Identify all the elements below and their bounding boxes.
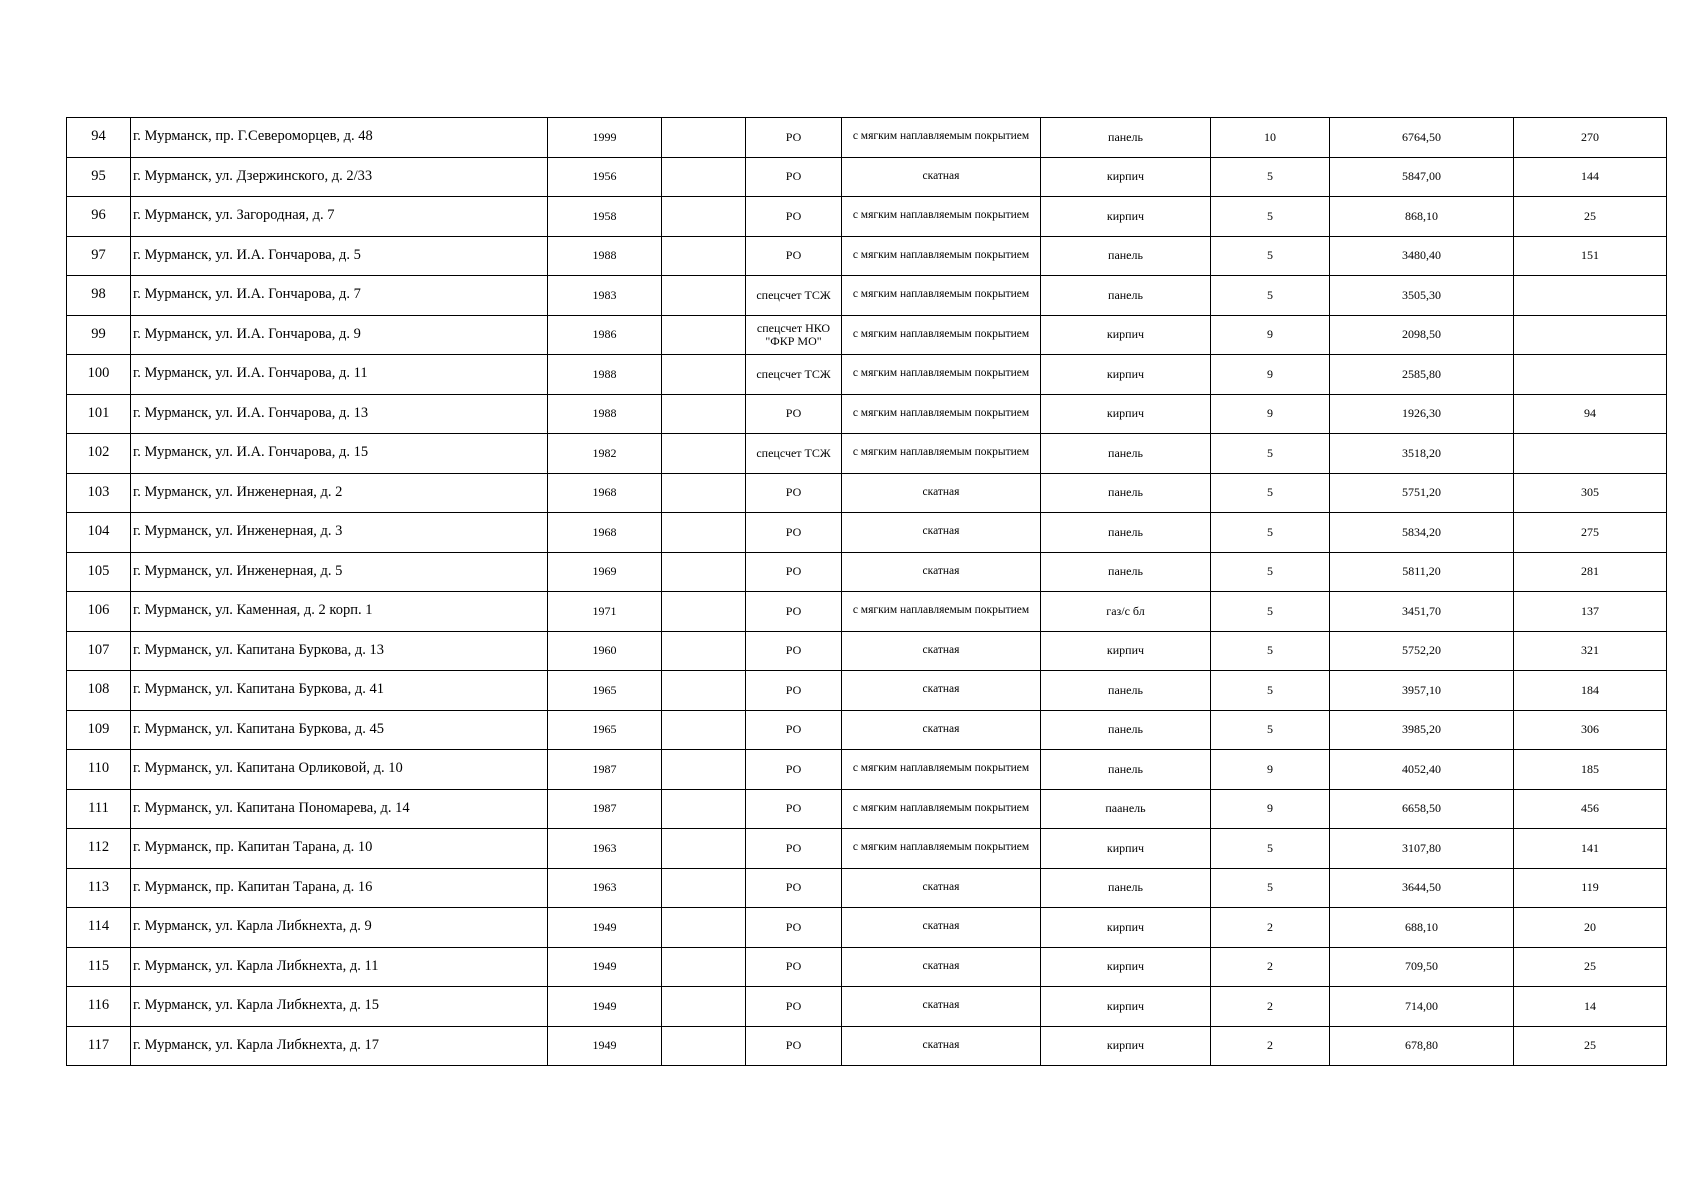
address-cell: г. Мурманск, ул. И.А. Гончарова, д. 11	[131, 355, 548, 395]
roof-type-cell: с мягким наплавляемым покрытием	[842, 434, 1041, 474]
floors-cell: 5	[1211, 552, 1330, 592]
empty-cell	[662, 552, 746, 592]
roof-type-cell: с мягким наплавляемым покрытием	[842, 118, 1041, 158]
empty-cell	[662, 355, 746, 395]
wall-material-cell: панель	[1041, 868, 1211, 908]
table-row	[67, 908, 1667, 948]
row-number: 108	[67, 671, 131, 711]
wall-material-cell: кирпич	[1041, 315, 1211, 355]
floors-cell: 2	[1211, 947, 1330, 987]
table-row	[67, 197, 1667, 237]
wall-material-cell: панель	[1041, 434, 1211, 474]
area-cell: 868,10	[1330, 197, 1514, 237]
address-cell: г. Мурманск, ул. И.А. Гончарова, д. 7	[131, 276, 548, 316]
year-cell: 1965	[548, 710, 662, 750]
address-cell: г. Мурманск, ул. Карла Либкнехта, д. 11	[131, 947, 548, 987]
year-cell: 1958	[548, 197, 662, 237]
residents-cell: 270	[1514, 118, 1667, 158]
fund-cell: РО	[746, 671, 842, 711]
year-cell: 1968	[548, 473, 662, 513]
empty-cell	[662, 1026, 746, 1066]
residents-cell: 321	[1514, 631, 1667, 671]
empty-cell	[662, 315, 746, 355]
wall-material-cell: кирпич	[1041, 908, 1211, 948]
residents-cell: 25	[1514, 197, 1667, 237]
floors-cell: 5	[1211, 157, 1330, 197]
roof-type-cell: скатная	[842, 987, 1041, 1027]
row-number: 116	[67, 987, 131, 1027]
address-cell: г. Мурманск, ул. Каменная, д. 2 корп. 1	[131, 592, 548, 632]
address-cell: г. Мурманск, ул. Капитана Буркова, д. 45	[131, 710, 548, 750]
area-cell: 688,10	[1330, 908, 1514, 948]
address-cell: г. Мурманск, пр. Капитан Тарана, д. 10	[131, 829, 548, 869]
row-number: 97	[67, 236, 131, 276]
empty-cell	[662, 710, 746, 750]
table-row	[67, 355, 1667, 395]
row-number: 114	[67, 908, 131, 948]
year-cell: 1969	[548, 552, 662, 592]
roof-type-cell: с мягким наплавляемым покрытием	[842, 315, 1041, 355]
fund-cell: РО	[746, 908, 842, 948]
floors-cell: 5	[1211, 829, 1330, 869]
row-number: 98	[67, 276, 131, 316]
empty-cell	[662, 789, 746, 829]
row-number: 95	[67, 157, 131, 197]
residents-cell: 305	[1514, 473, 1667, 513]
residents-cell: 185	[1514, 750, 1667, 790]
floors-cell: 9	[1211, 315, 1330, 355]
empty-cell	[662, 868, 746, 908]
residents-cell: 456	[1514, 789, 1667, 829]
table-row	[67, 473, 1667, 513]
residents-cell: 151	[1514, 236, 1667, 276]
row-number: 94	[67, 118, 131, 158]
empty-cell	[662, 236, 746, 276]
housing-registry-table	[66, 117, 1667, 1066]
table-row	[67, 592, 1667, 632]
empty-cell	[662, 592, 746, 632]
wall-material-cell: газ/с бл	[1041, 592, 1211, 632]
residents-cell: 14	[1514, 987, 1667, 1027]
row-number: 107	[67, 631, 131, 671]
fund-cell: РО	[746, 987, 842, 1027]
year-cell: 1983	[548, 276, 662, 316]
residents-cell	[1514, 434, 1667, 474]
area-cell: 5751,20	[1330, 473, 1514, 513]
wall-material-cell: кирпич	[1041, 631, 1211, 671]
area-cell: 5847,00	[1330, 157, 1514, 197]
floors-cell: 5	[1211, 236, 1330, 276]
year-cell: 1982	[548, 434, 662, 474]
floors-cell: 5	[1211, 513, 1330, 553]
empty-cell	[662, 829, 746, 869]
table-row	[67, 750, 1667, 790]
area-cell: 3644,50	[1330, 868, 1514, 908]
year-cell: 1956	[548, 157, 662, 197]
floors-cell: 5	[1211, 671, 1330, 711]
row-number: 102	[67, 434, 131, 474]
empty-cell	[662, 394, 746, 434]
address-cell: г. Мурманск, ул. Инженерная, д. 2	[131, 473, 548, 513]
fund-cell: РО	[746, 868, 842, 908]
fund-cell: РО	[746, 197, 842, 237]
year-cell: 1988	[548, 355, 662, 395]
floors-cell: 5	[1211, 631, 1330, 671]
address-cell: г. Мурманск, ул. Инженерная, д. 5	[131, 552, 548, 592]
row-number: 103	[67, 473, 131, 513]
fund-cell: спецсчет ТСЖ	[746, 276, 842, 316]
row-number: 96	[67, 197, 131, 237]
wall-material-cell: панель	[1041, 236, 1211, 276]
residents-cell: 25	[1514, 947, 1667, 987]
year-cell: 1971	[548, 592, 662, 632]
table-row	[67, 631, 1667, 671]
table-row	[67, 789, 1667, 829]
year-cell: 1988	[548, 394, 662, 434]
fund-cell: РО	[746, 829, 842, 869]
year-cell: 1963	[548, 868, 662, 908]
area-cell: 678,80	[1330, 1026, 1514, 1066]
table-row	[67, 315, 1667, 355]
floors-cell: 5	[1211, 434, 1330, 474]
floors-cell: 2	[1211, 908, 1330, 948]
wall-material-cell: кирпич	[1041, 355, 1211, 395]
fund-cell: спецсчет НКО "ФКР МО"	[746, 315, 842, 355]
floors-cell: 5	[1211, 276, 1330, 316]
area-cell: 5752,20	[1330, 631, 1514, 671]
table-row	[67, 868, 1667, 908]
area-cell: 3451,70	[1330, 592, 1514, 632]
residents-cell: 119	[1514, 868, 1667, 908]
floors-cell: 9	[1211, 789, 1330, 829]
empty-cell	[662, 118, 746, 158]
empty-cell	[662, 434, 746, 474]
row-number: 111	[67, 789, 131, 829]
address-cell: г. Мурманск, ул. Карла Либкнехта, д. 9	[131, 908, 548, 948]
residents-cell: 281	[1514, 552, 1667, 592]
roof-type-cell: скатная	[842, 631, 1041, 671]
residents-cell: 144	[1514, 157, 1667, 197]
floors-cell: 5	[1211, 710, 1330, 750]
address-cell: г. Мурманск, ул. И.А. Гончарова, д. 13	[131, 394, 548, 434]
row-number: 106	[67, 592, 131, 632]
table-row	[67, 157, 1667, 197]
table-row	[67, 987, 1667, 1027]
area-cell: 2098,50	[1330, 315, 1514, 355]
address-cell: г. Мурманск, ул. Инженерная, д. 3	[131, 513, 548, 553]
residents-cell: 94	[1514, 394, 1667, 434]
area-cell: 3505,30	[1330, 276, 1514, 316]
area-cell: 6764,50	[1330, 118, 1514, 158]
address-cell: г. Мурманск, ул. Капитана Пономарева, д. 14	[131, 789, 548, 829]
empty-cell	[662, 157, 746, 197]
residents-cell: 137	[1514, 592, 1667, 632]
floors-cell: 9	[1211, 355, 1330, 395]
table-row	[67, 513, 1667, 553]
address-cell: г. Мурманск, ул. Капитана Орликовой, д. 10	[131, 750, 548, 790]
row-number: 113	[67, 868, 131, 908]
wall-material-cell: кирпич	[1041, 197, 1211, 237]
fund-cell: РО	[746, 789, 842, 829]
wall-material-cell: панель	[1041, 513, 1211, 553]
empty-cell	[662, 276, 746, 316]
empty-cell	[662, 947, 746, 987]
fund-cell: спецсчет ТСЖ	[746, 434, 842, 474]
year-cell: 1968	[548, 513, 662, 553]
roof-type-cell: скатная	[842, 157, 1041, 197]
roof-type-cell: скатная	[842, 868, 1041, 908]
fund-cell: РО	[746, 631, 842, 671]
residents-cell	[1514, 315, 1667, 355]
roof-type-cell: с мягким наплавляемым покрытием	[842, 750, 1041, 790]
roof-type-cell: с мягким наплавляемым покрытием	[842, 789, 1041, 829]
floors-cell: 5	[1211, 197, 1330, 237]
roof-type-cell: скатная	[842, 1026, 1041, 1066]
year-cell: 1987	[548, 789, 662, 829]
address-cell: г. Мурманск, пр. Г.Североморцев, д. 48	[131, 118, 548, 158]
area-cell: 3518,20	[1330, 434, 1514, 474]
empty-cell	[662, 671, 746, 711]
roof-type-cell: скатная	[842, 947, 1041, 987]
wall-material-cell: кирпич	[1041, 829, 1211, 869]
table-row	[67, 671, 1667, 711]
year-cell: 1963	[548, 829, 662, 869]
wall-material-cell: панель	[1041, 750, 1211, 790]
row-number: 99	[67, 315, 131, 355]
fund-cell: РО	[746, 157, 842, 197]
year-cell: 1986	[548, 315, 662, 355]
row-number: 100	[67, 355, 131, 395]
row-number: 112	[67, 829, 131, 869]
wall-material-cell: кирпич	[1041, 947, 1211, 987]
row-number: 105	[67, 552, 131, 592]
area-cell: 6658,50	[1330, 789, 1514, 829]
residents-cell: 25	[1514, 1026, 1667, 1066]
area-cell: 3480,40	[1330, 236, 1514, 276]
wall-material-cell: панель	[1041, 276, 1211, 316]
table-row	[67, 552, 1667, 592]
year-cell: 1988	[548, 236, 662, 276]
fund-cell: РО	[746, 394, 842, 434]
table-row	[67, 276, 1667, 316]
address-cell: г. Мурманск, ул. И.А. Гончарова, д. 15	[131, 434, 548, 474]
wall-material-cell: панель	[1041, 671, 1211, 711]
residents-cell: 20	[1514, 908, 1667, 948]
address-cell: г. Мурманск, ул. Капитана Буркова, д. 41	[131, 671, 548, 711]
empty-cell	[662, 513, 746, 553]
roof-type-cell: скатная	[842, 473, 1041, 513]
area-cell: 3957,10	[1330, 671, 1514, 711]
row-number: 104	[67, 513, 131, 553]
wall-material-cell: кирпич	[1041, 1026, 1211, 1066]
fund-cell: РО	[746, 710, 842, 750]
residents-cell: 275	[1514, 513, 1667, 553]
fund-cell: РО	[746, 552, 842, 592]
roof-type-cell: с мягким наплавляемым покрытием	[842, 829, 1041, 869]
floors-cell: 9	[1211, 750, 1330, 790]
area-cell: 1926,30	[1330, 394, 1514, 434]
address-cell: г. Мурманск, ул. И.А. Гончарова, д. 5	[131, 236, 548, 276]
year-cell: 1949	[548, 987, 662, 1027]
address-cell: г. Мурманск, ул. Загородная, д. 7	[131, 197, 548, 237]
table-row	[67, 118, 1667, 158]
address-cell: г. Мурманск, ул. И.А. Гончарова, д. 9	[131, 315, 548, 355]
wall-material-cell: панель	[1041, 473, 1211, 513]
roof-type-cell: с мягким наплавляемым покрытием	[842, 276, 1041, 316]
floors-cell: 2	[1211, 1026, 1330, 1066]
fund-cell: РО	[746, 513, 842, 553]
roof-type-cell: скатная	[842, 710, 1041, 750]
roof-type-cell: скатная	[842, 552, 1041, 592]
row-number: 101	[67, 394, 131, 434]
row-number: 109	[67, 710, 131, 750]
wall-material-cell: паанель	[1041, 789, 1211, 829]
row-number: 110	[67, 750, 131, 790]
table-row	[67, 1026, 1667, 1066]
year-cell: 1949	[548, 1026, 662, 1066]
residents-cell	[1514, 276, 1667, 316]
roof-type-cell: с мягким наплавляемым покрытием	[842, 236, 1041, 276]
year-cell: 1999	[548, 118, 662, 158]
roof-type-cell: скатная	[842, 908, 1041, 948]
empty-cell	[662, 987, 746, 1027]
wall-material-cell: кирпич	[1041, 157, 1211, 197]
residents-cell	[1514, 355, 1667, 395]
address-cell: г. Мурманск, ул. Карла Либкнехта, д. 17	[131, 1026, 548, 1066]
empty-cell	[662, 473, 746, 513]
year-cell: 1965	[548, 671, 662, 711]
roof-type-cell: с мягким наплавляемым покрытием	[842, 355, 1041, 395]
roof-type-cell: скатная	[842, 671, 1041, 711]
residents-cell: 184	[1514, 671, 1667, 711]
year-cell: 1949	[548, 908, 662, 948]
empty-cell	[662, 750, 746, 790]
residents-cell: 306	[1514, 710, 1667, 750]
year-cell: 1949	[548, 947, 662, 987]
roof-type-cell: с мягким наплавляемым покрытием	[842, 592, 1041, 632]
floors-cell: 9	[1211, 394, 1330, 434]
roof-type-cell: с мягким наплавляемым покрытием	[842, 394, 1041, 434]
row-number: 117	[67, 1026, 131, 1066]
area-cell: 709,50	[1330, 947, 1514, 987]
area-cell: 3985,20	[1330, 710, 1514, 750]
table-row	[67, 434, 1667, 474]
year-cell: 1960	[548, 631, 662, 671]
empty-cell	[662, 908, 746, 948]
floors-cell: 5	[1211, 592, 1330, 632]
fund-cell: РО	[746, 473, 842, 513]
floors-cell: 5	[1211, 473, 1330, 513]
area-cell: 714,00	[1330, 987, 1514, 1027]
floors-cell: 10	[1211, 118, 1330, 158]
area-cell: 5811,20	[1330, 552, 1514, 592]
address-cell: г. Мурманск, ул. Карла Либкнехта, д. 15	[131, 987, 548, 1027]
wall-material-cell: панель	[1041, 552, 1211, 592]
row-number: 115	[67, 947, 131, 987]
area-cell: 5834,20	[1330, 513, 1514, 553]
table-row	[67, 236, 1667, 276]
fund-cell: РО	[746, 592, 842, 632]
address-cell: г. Мурманск, ул. Дзержинского, д. 2/33	[131, 157, 548, 197]
residents-cell: 141	[1514, 829, 1667, 869]
year-cell: 1987	[548, 750, 662, 790]
fund-cell: РО	[746, 750, 842, 790]
area-cell: 3107,80	[1330, 829, 1514, 869]
table-row	[67, 829, 1667, 869]
floors-cell: 5	[1211, 868, 1330, 908]
empty-cell	[662, 197, 746, 237]
fund-cell: РО	[746, 236, 842, 276]
fund-cell: РО	[746, 947, 842, 987]
roof-type-cell: скатная	[842, 513, 1041, 553]
address-cell: г. Мурманск, ул. Капитана Буркова, д. 13	[131, 631, 548, 671]
fund-cell: спецсчет ТСЖ	[746, 355, 842, 395]
fund-cell: РО	[746, 118, 842, 158]
fund-cell: РО	[746, 1026, 842, 1066]
wall-material-cell: панель	[1041, 118, 1211, 158]
area-cell: 4052,40	[1330, 750, 1514, 790]
address-cell: г. Мурманск, пр. Капитан Тарана, д. 16	[131, 868, 548, 908]
wall-material-cell: панель	[1041, 710, 1211, 750]
area-cell: 2585,80	[1330, 355, 1514, 395]
wall-material-cell: кирпич	[1041, 987, 1211, 1027]
empty-cell	[662, 631, 746, 671]
table-row	[67, 710, 1667, 750]
table-row	[67, 947, 1667, 987]
table-row	[67, 394, 1667, 434]
floors-cell: 2	[1211, 987, 1330, 1027]
wall-material-cell: кирпич	[1041, 394, 1211, 434]
roof-type-cell: с мягким наплавляемым покрытием	[842, 197, 1041, 237]
